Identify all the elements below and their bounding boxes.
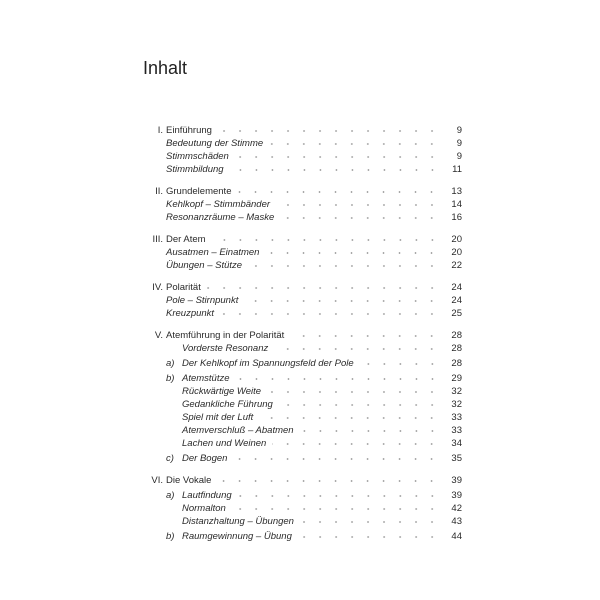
page-number: 28 — [451, 358, 462, 369]
toc-entry[interactable] — [140, 185, 462, 198]
dot-leader — [233, 457, 440, 461]
toc-entry[interactable] — [140, 233, 462, 246]
toc-entry[interactable] — [140, 259, 462, 272]
entry-title: Der Kehlkopf im Spannungsfeld der Pole — [182, 358, 354, 369]
page-number: 28 — [451, 343, 462, 354]
dot-leader — [248, 264, 440, 268]
toc-entry[interactable] — [140, 124, 462, 137]
section-letter: b) — [166, 373, 175, 384]
page-number: 32 — [451, 399, 462, 410]
dot-leader — [236, 377, 440, 381]
dot-leader — [267, 390, 440, 394]
dot-leader — [238, 494, 440, 498]
dot-leader — [274, 347, 440, 351]
entry-title: Stimmschäden — [166, 151, 229, 162]
page-number: 43 — [451, 516, 462, 527]
page-number: 25 — [451, 308, 462, 319]
page-number: 11 — [452, 164, 462, 175]
page-number: 28 — [451, 330, 462, 341]
toc-entry[interactable] — [140, 515, 462, 528]
section-letter: a) — [166, 358, 175, 369]
dot-leader — [235, 155, 440, 159]
page-number: 33 — [451, 425, 462, 436]
chapter-number: VI. — [151, 475, 163, 486]
entry-title: Rückwärtige Weite — [182, 386, 262, 397]
toc-entry[interactable] — [140, 437, 462, 450]
toc-entry[interactable] — [140, 281, 462, 294]
page-number: 24 — [451, 295, 462, 306]
dot-leader — [290, 334, 440, 338]
entry-title: Raumgewinnung – Übung — [182, 531, 292, 542]
toc-entry[interactable] — [140, 357, 462, 370]
section-letter: b) — [166, 531, 175, 542]
dot-leader — [217, 479, 440, 483]
toc-entry[interactable] — [140, 452, 462, 465]
page-number: 20 — [451, 234, 462, 245]
dot-leader — [218, 129, 440, 133]
toc-entry[interactable] — [140, 294, 462, 307]
dot-leader — [300, 520, 440, 524]
toc-entry[interactable] — [140, 150, 462, 163]
chapter-number: I. — [157, 125, 163, 136]
entry-title: Resonanzräume – Maske — [166, 212, 275, 223]
toc-entry[interactable] — [140, 424, 462, 437]
toc-entry[interactable] — [140, 163, 462, 176]
page-number: 22 — [451, 260, 462, 271]
entry-title: Atemstütze — [182, 373, 230, 384]
toc-entry[interactable] — [140, 385, 462, 398]
entry-title: Stimmbildung — [166, 164, 224, 175]
entry-title: Atemverschluß – Abatmen — [182, 425, 294, 436]
page-title: Inhalt — [143, 58, 188, 78]
dot-leader — [237, 190, 440, 194]
page-number: 34 — [451, 438, 462, 449]
entry-title: Normalton — [182, 503, 226, 514]
toc-entry[interactable] — [140, 342, 462, 355]
toc-entry[interactable] — [140, 329, 462, 342]
toc-entry[interactable] — [140, 411, 462, 424]
dot-leader — [300, 429, 440, 433]
dot-leader — [220, 312, 440, 316]
page-number: 9 — [456, 138, 462, 149]
page-number: 9 — [456, 151, 462, 162]
entry-title: Distanzhaltung – Übungen — [182, 516, 294, 527]
dot-leader — [244, 299, 440, 303]
entry-title: Kreuzpunkt — [166, 308, 215, 319]
dot-leader — [280, 216, 440, 220]
page-number: 35 — [451, 453, 462, 464]
entry-title: Lautfindung — [182, 490, 232, 501]
page-number: 24 — [451, 282, 462, 293]
entry-title: Einführung — [166, 125, 212, 136]
toc-entry[interactable] — [140, 398, 462, 411]
toc-entry[interactable] — [140, 530, 462, 543]
table-of-contents — [140, 124, 462, 543]
toc-entry[interactable] — [140, 474, 462, 487]
page-number: 9 — [456, 125, 462, 136]
entry-title: Pole – Stirnpunkt — [166, 295, 239, 306]
page-number: 13 — [451, 186, 462, 197]
chapter-number: III. — [152, 234, 163, 245]
toc-entry[interactable] — [140, 307, 462, 320]
chapter-number: II. — [155, 186, 163, 197]
toc-entry[interactable] — [140, 246, 462, 259]
entry-title: Spiel mit der Luft — [182, 412, 254, 423]
dot-leader — [259, 416, 440, 420]
toc-entry[interactable] — [140, 502, 462, 515]
toc-entry[interactable] — [140, 489, 462, 502]
toc-entry[interactable] — [140, 137, 462, 150]
entry-title: Gedankliche Führung — [182, 399, 273, 410]
page-number: 14 — [451, 199, 462, 210]
entry-title: Übungen – Stütze — [166, 260, 243, 271]
dot-leader — [232, 507, 440, 511]
dot-leader — [269, 142, 440, 146]
page-number: 42 — [451, 503, 462, 514]
dot-leader — [272, 442, 440, 446]
entry-title: Atemführung in der Polarität — [166, 330, 285, 341]
entry-title: Lachen und Weinen — [182, 438, 267, 449]
entry-title: Die Vokale — [166, 475, 212, 486]
section-letter: a) — [166, 490, 175, 501]
page-number: 32 — [451, 386, 462, 397]
page-number: 33 — [451, 412, 462, 423]
entry-title: Ausatmen – Einatmen — [166, 247, 260, 258]
entry-title: Grundelemente — [166, 186, 232, 197]
entry-title: Kehlkopf – Stimmbänder — [166, 199, 271, 210]
entry-title: Vorderste Resonanz — [182, 343, 269, 354]
dot-leader — [207, 286, 440, 290]
dot-leader — [212, 238, 440, 242]
chapter-number: IV. — [152, 282, 163, 293]
page-number: 16 — [451, 212, 462, 223]
page-number: 39 — [451, 475, 462, 486]
page-number: 44 — [451, 531, 462, 542]
entry-title: Polarität — [166, 282, 201, 293]
entry-title: Der Bogen — [182, 453, 228, 464]
dot-leader — [360, 362, 440, 366]
toc-entry[interactable] — [140, 372, 462, 385]
section-letter: c) — [166, 453, 174, 464]
page-number: 29 — [451, 373, 462, 384]
dot-leader — [230, 168, 440, 172]
page-number: 20 — [451, 247, 462, 258]
toc-entry[interactable] — [140, 211, 462, 224]
chapter-number: V. — [154, 330, 163, 341]
page-number: 39 — [451, 490, 462, 501]
dot-leader — [279, 403, 440, 407]
entry-title: Bedeutung der Stimme — [166, 138, 264, 149]
entry-title: Der Atem — [166, 234, 206, 245]
dot-leader — [276, 203, 440, 207]
dot-leader — [298, 535, 440, 539]
toc-entry[interactable] — [140, 198, 462, 211]
dot-leader — [265, 251, 440, 255]
